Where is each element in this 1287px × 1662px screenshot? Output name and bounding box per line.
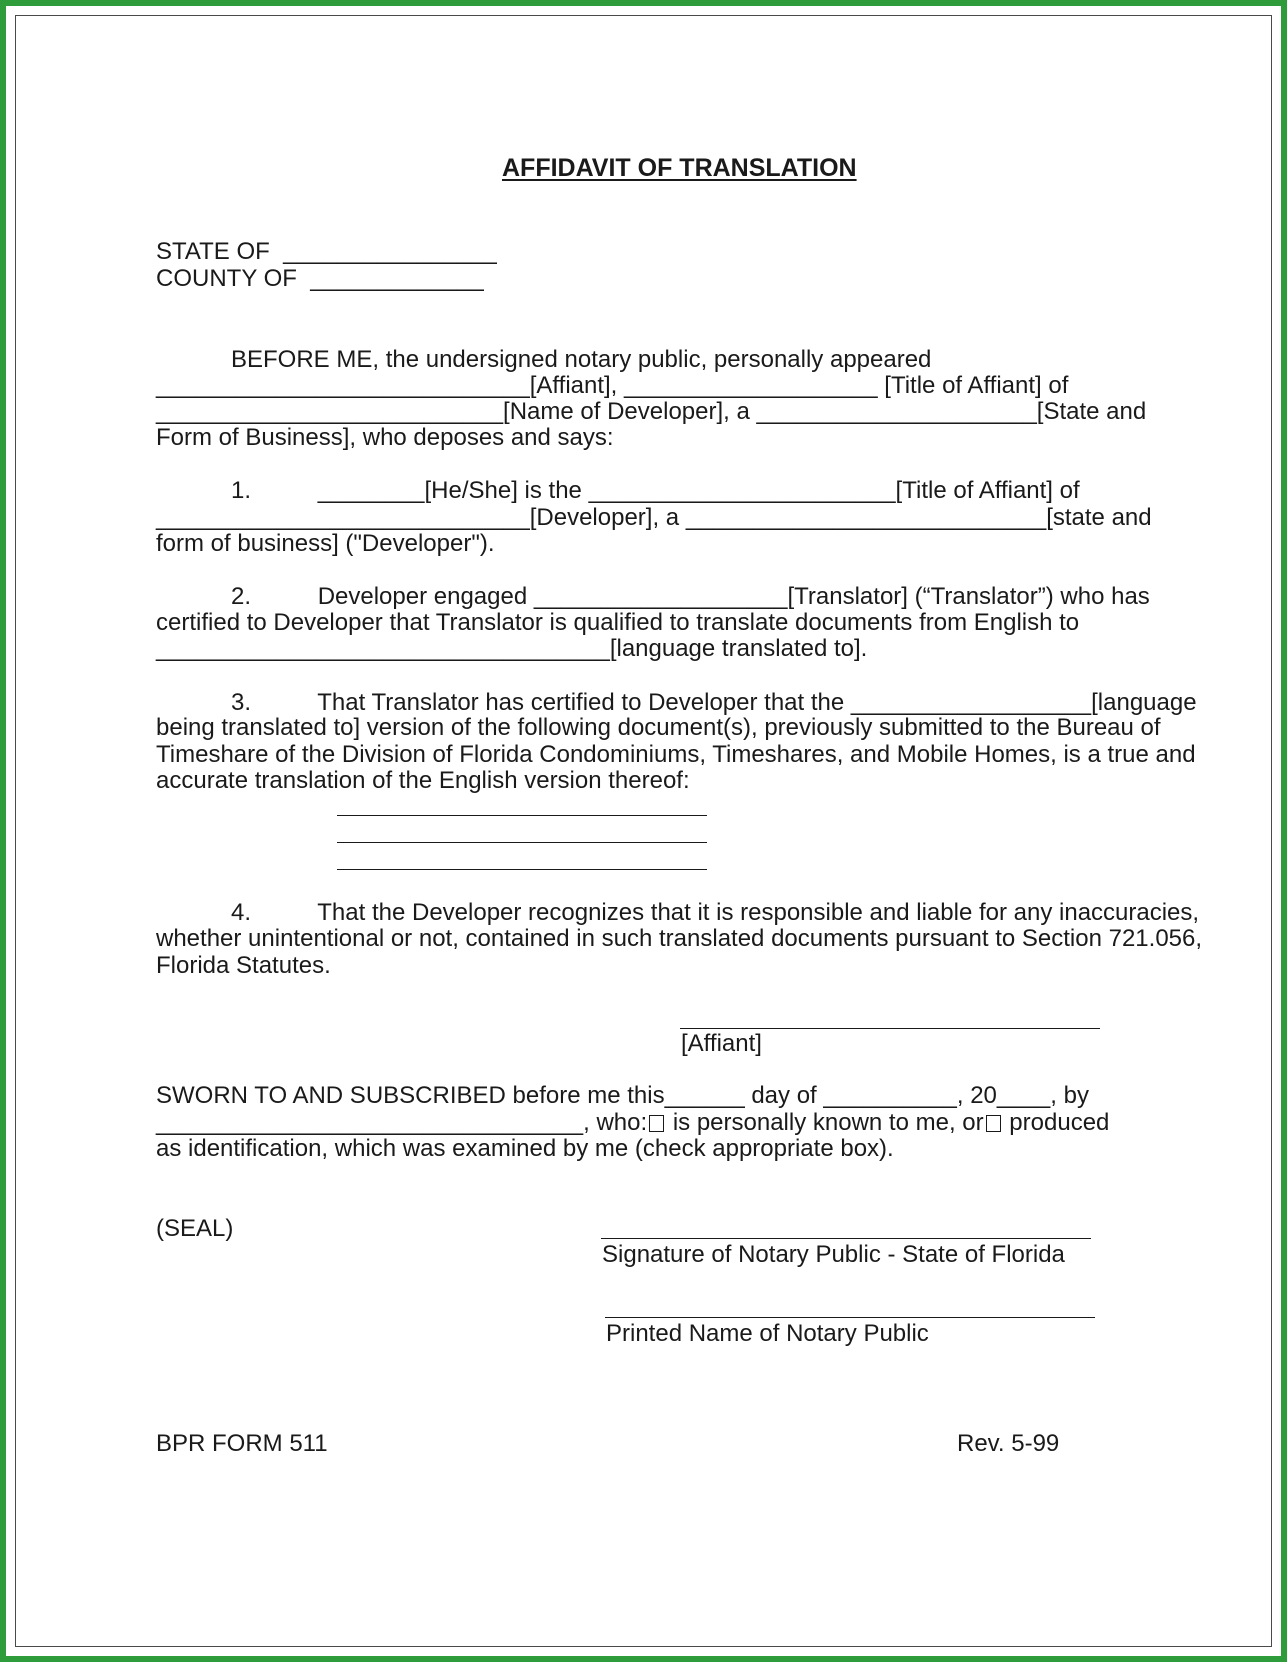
- affiant-signature-line: [680, 1028, 1100, 1029]
- sworn-line-2-middle: is personally known to me, or: [666, 1109, 984, 1136]
- para4-line-1: 4. That the Developer recognizes that it is responsible and liable for any inaccuracies,: [231, 899, 1200, 926]
- para3-line-2: being translated to] version of the following document(s), previously submitted to the Bureau of: [156, 714, 1161, 741]
- para4-line-2: whether unintentional or not, contained in such translated documents pursuant to Section 721.056,: [156, 925, 1203, 952]
- para1-line-3: form of business] ("Developer").: [156, 530, 495, 557]
- para2-line-3: __________________________________[language translated to].: [156, 635, 868, 662]
- form-id: BPR FORM 511: [156, 1430, 328, 1457]
- document-blank-line-2: [337, 842, 707, 843]
- document-title: AFFIDAVIT OF TRANSLATION: [502, 154, 857, 182]
- para3-line-3: Timeshare of the Division of Florida Condominiums, Timeshares, and Mobile Homes, is a true and: [156, 741, 1196, 768]
- sworn-line-3: as identification, which was examined by me (check appropriate box).: [156, 1135, 894, 1162]
- affiant-label: [Affiant]: [681, 1030, 762, 1057]
- sworn-line-1: SWORN TO AND SUBSCRIBED before me this______ day of __________, 20____, by: [156, 1082, 1089, 1109]
- notary-printed-name-line: [605, 1317, 1095, 1318]
- notary-signature-line: [601, 1238, 1091, 1239]
- para2-line-2: certified to Developer that Translator is qualified to translate documents from English to: [156, 609, 1080, 636]
- revision-label: Rev. 5-99: [957, 1430, 1060, 1457]
- intro-line-1: BEFORE ME, the undersigned notary public, personally appeared: [231, 346, 932, 373]
- intro-line-3: __________________________[Name of Developer], a _____________________[State and: [156, 398, 1147, 425]
- seal-label: (SEAL): [156, 1215, 234, 1242]
- para4-line-3: Florida Statutes.: [156, 952, 331, 979]
- notary-signature-label: Signature of Notary Public - State of Florida: [602, 1241, 1065, 1268]
- para2-line-1: 2. Developer engaged ___________________[Translator] (“Translator”) who has: [231, 583, 1150, 610]
- document-blank-line-1: [337, 815, 707, 816]
- county-line: COUNTY OF _____________: [156, 265, 484, 292]
- para1-line-1: 1. ________[He/She] is the _______________________[Title of Affiant] of: [231, 477, 1080, 504]
- sworn-line-2: [156, 1109, 1109, 1137]
- state-line: STATE OF ________________: [156, 238, 497, 265]
- para3-line-4: accurate translation of the English version thereof:: [156, 767, 690, 794]
- sworn-line-2-start: ________________________________, who:: [156, 1109, 648, 1136]
- para1-line-2: ____________________________[Developer], a ___________________________[state and: [156, 504, 1152, 531]
- notary-printed-name-label: Printed Name of Notary Public: [606, 1320, 929, 1347]
- document-blank-line-3: [337, 869, 707, 870]
- sworn-line-2-end: produced: [1002, 1109, 1110, 1136]
- intro-line-2: ____________________________[Affiant], ___________________ [Title of Affiant] of: [156, 372, 1069, 399]
- para3-line-1: 3. That Translator has certified to Developer that the __________________[language: [231, 689, 1197, 716]
- personally-known-checkbox[interactable]: [649, 1115, 664, 1132]
- produced-id-checkbox[interactable]: [986, 1115, 1001, 1132]
- intro-line-4: Form of Business], who deposes and says:: [156, 424, 614, 451]
